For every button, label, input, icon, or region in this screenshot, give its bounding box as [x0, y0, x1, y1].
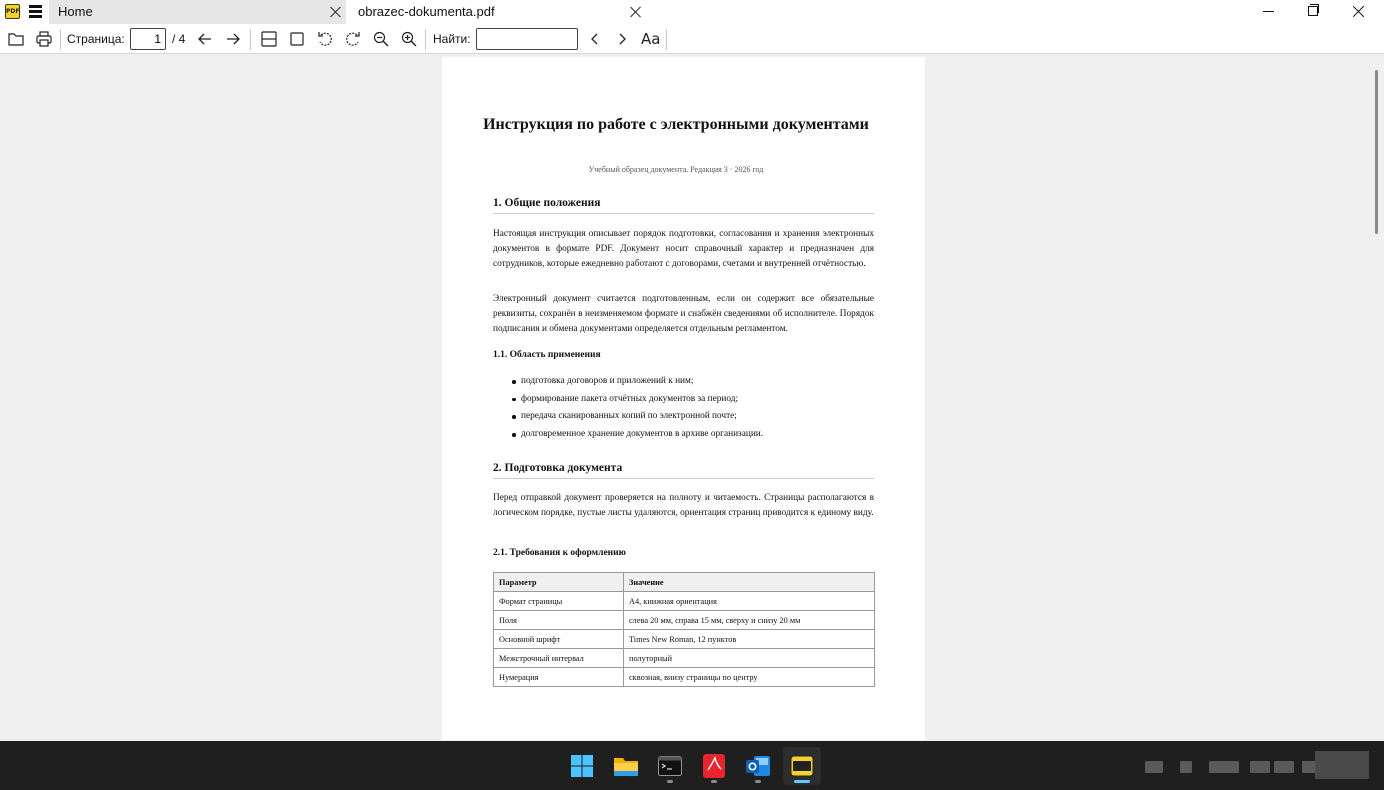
print-button[interactable] — [33, 28, 55, 50]
tray-icon[interactable] — [1180, 761, 1192, 773]
tab-document[interactable] — [347, 0, 647, 24]
table-row — [494, 630, 875, 649]
scrollbar-thumb[interactable] — [1375, 70, 1378, 234]
requirements-table — [493, 572, 875, 687]
active-app-indicator — [794, 780, 810, 783]
previous-page-button[interactable] — [194, 28, 216, 50]
zoom-in-button[interactable] — [398, 28, 420, 50]
section-2-1-heading: 2.1. Требования к оформлению — [493, 548, 626, 558]
table-cell: сквозная, внизу страницы по центру — [624, 668, 875, 687]
section-1-paragraph-2: Электронный документ считается подготовленным, если он содержит все обязательные реквизиты, сохранён в неизменяемом формате и снабжён сведениями об исполнителе. Порядок подписания и обмена документами определяется отдельным регламентом. — [493, 294, 874, 335]
rotate-left-button[interactable] — [314, 28, 336, 50]
file-explorer-taskbar-button[interactable] — [607, 747, 645, 785]
rotate-left-icon — [316, 30, 334, 48]
running-indicator — [667, 780, 673, 783]
clock-area[interactable] — [1315, 751, 1369, 779]
table-cell: слева 20 мм, справа 15 мм, сверху и снизу 20 мм — [624, 611, 875, 630]
maximize-button[interactable] — [1290, 0, 1336, 24]
find-label: Найти: — [433, 32, 471, 46]
table-cell: Times New Roman, 12 пунктов — [624, 630, 875, 649]
table-cell: Межстрочный интервал — [494, 649, 624, 668]
toolbar-separator — [250, 29, 251, 50]
close-window-button[interactable] — [1336, 0, 1382, 24]
section-2-heading: 2. Подготовка документа — [493, 462, 874, 479]
hamburger-menu-icon[interactable] — [29, 5, 42, 18]
tray-icon[interactable] — [1250, 761, 1270, 773]
table-row — [494, 592, 875, 611]
toolbar-separator — [60, 29, 61, 50]
section-1-1-heading: 1.1. Область применения — [493, 350, 601, 360]
list-item: долговременное хранение документов в архиве организации. — [521, 426, 881, 444]
chevron-right-icon — [613, 30, 631, 48]
table-header-cell: Значение — [624, 573, 875, 592]
rotate-right-button[interactable] — [342, 28, 364, 50]
page-number-input[interactable] — [130, 28, 166, 50]
zoom-out-button[interactable] — [370, 28, 392, 50]
pdf-reader-taskbar-button[interactable] — [695, 747, 733, 785]
taskbar — [0, 741, 1384, 790]
table-row — [494, 611, 875, 630]
document-subtitle: Учебный образец документа. Редакция 3 · 2026 год — [588, 165, 764, 174]
find-next-button[interactable] — [611, 28, 633, 50]
fit-width-icon — [260, 30, 278, 48]
section-1-paragraph-1: Настоящая инструкция описывает порядок подготовки, согласования и хранения электронных документов в формате PDF. Документ носит справочный характер и предназначен для сотрудников, которые ежедневно работают с договорами, счетами и внутренней отчётностью. — [493, 229, 874, 270]
section-2-paragraph-1: Перед отправкой документ проверяется на полноту и читаемость. Страницы располагаются в логическом порядке, пустые листы удаляются, ориентация страниц приводится к единому виду. — [493, 493, 874, 519]
pdf-viewer-app-icon — [790, 754, 814, 778]
tray-icon[interactable] — [1145, 761, 1163, 773]
toolbar — [0, 24, 1384, 54]
document-viewer[interactable] — [0, 55, 1368, 740]
fit-page-button[interactable] — [286, 28, 308, 50]
find-input[interactable] — [476, 28, 578, 50]
outlook-icon — [745, 754, 771, 778]
tray-icon[interactable] — [1274, 761, 1294, 773]
tab-home-label: Home — [58, 4, 93, 19]
app-logo-icon: PDF — [5, 4, 20, 19]
folder-icon — [613, 755, 639, 777]
tab-document-close-icon[interactable] — [630, 6, 642, 18]
rotate-right-icon — [344, 30, 362, 48]
folder-icon — [7, 30, 25, 48]
find-previous-button[interactable] — [584, 28, 606, 50]
start-button[interactable] — [563, 747, 601, 785]
match-case-button[interactable]: Aa — [641, 30, 661, 48]
vertical-scrollbar[interactable] — [1368, 55, 1384, 740]
terminal-taskbar-button[interactable] — [651, 747, 689, 785]
toolbar-separator — [666, 29, 667, 50]
table-row — [494, 668, 875, 687]
minimize-button[interactable] — [1246, 0, 1292, 24]
fit-width-button[interactable] — [258, 28, 280, 50]
table-header-cell: Параметр — [494, 573, 624, 592]
scope-list — [521, 373, 881, 444]
title-bar — [0, 0, 1384, 24]
table-cell: Основной шрифт — [494, 630, 624, 649]
zoom-in-icon — [400, 30, 418, 48]
page-label: Страница: — [67, 32, 125, 46]
table-cell: A4, книжная ориентация — [624, 592, 875, 611]
pdf-app-icon — [702, 753, 726, 779]
fit-page-icon — [288, 30, 306, 48]
toolbar-separator — [425, 29, 426, 50]
arrow-right-icon — [224, 30, 242, 48]
open-file-button[interactable] — [5, 28, 27, 50]
tray-icon[interactable] — [1209, 761, 1239, 773]
terminal-icon — [658, 756, 682, 776]
list-item: формирование пакета отчётных документов за период; — [521, 391, 881, 409]
table-cell: Нумерация — [494, 668, 624, 687]
outlook-taskbar-button[interactable] — [739, 747, 777, 785]
tab-home[interactable] — [49, 0, 346, 24]
pdf-viewer-taskbar-button[interactable] — [783, 747, 821, 785]
printer-icon — [35, 30, 53, 48]
zoom-out-icon — [372, 30, 390, 48]
table-cell: Поля — [494, 611, 624, 630]
section-1-heading: 1. Общие положения — [493, 197, 874, 214]
document-title: Инструкция по работе с электронными документами — [483, 116, 869, 133]
tab-document-label: obrazec-dokumenta.pdf — [358, 4, 495, 19]
list-item: подготовка договоров и приложений к ним; — [521, 373, 881, 391]
list-item: передача сканированных копий по электронной почте; — [521, 408, 881, 426]
tab-home-close-icon[interactable] — [330, 6, 342, 18]
table-cell: Формат страницы — [494, 592, 624, 611]
running-indicator — [755, 780, 761, 783]
arrow-left-icon — [196, 30, 214, 48]
table-cell: полуторный — [624, 649, 875, 668]
chevron-left-icon — [586, 30, 604, 48]
pdf-page — [442, 57, 925, 740]
page-total: / 4 — [172, 32, 186, 46]
table-header-row — [494, 573, 875, 592]
windows-logo-icon — [570, 754, 594, 778]
table-row — [494, 649, 875, 668]
next-page-button[interactable] — [222, 28, 244, 50]
running-indicator — [711, 780, 717, 783]
